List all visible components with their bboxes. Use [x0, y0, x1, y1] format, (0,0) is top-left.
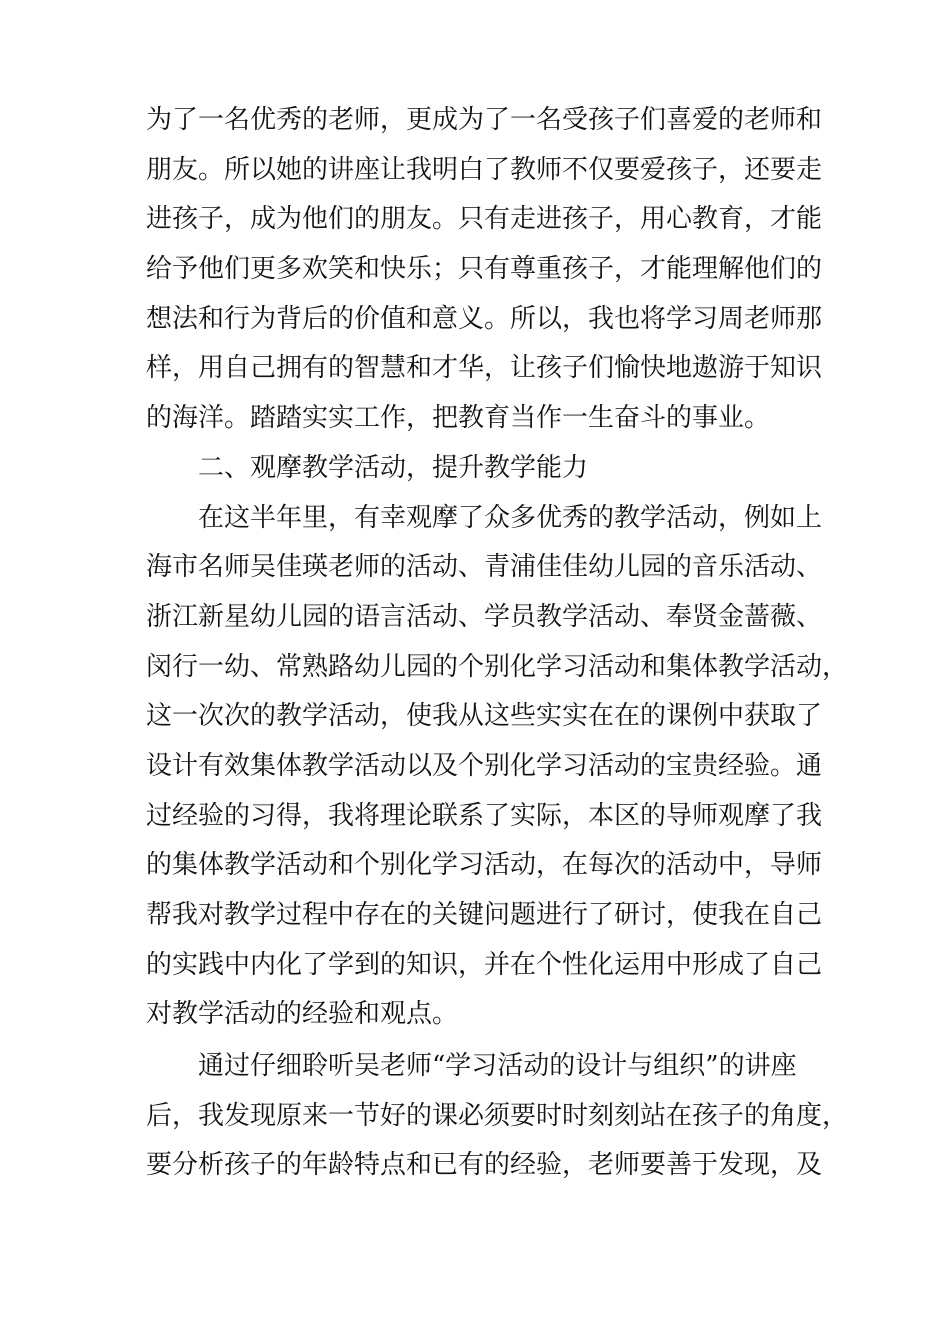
body-text: [146, 96, 849, 1191]
text-line: 要分析孩子的年龄特点和已有的经验，老师要善于发现，及: [146, 1150, 823, 1181]
text-line: 海市名师吴佳瑛老师的活动、青浦佳佳幼儿园的音乐活动、: [146, 552, 823, 583]
text-line: 给予他们更多欢笑和快乐；只有尊重孩子，才能理解他们的: [146, 254, 823, 285]
text-line: 闵行一幼、常熟路幼儿园的个别化学习活动和集体教学活动，: [146, 651, 849, 682]
text-line: 过经验的习得，我将理论联系了实际，本区的导师观摩了我: [146, 800, 823, 831]
text-line: 的实践中内化了学到的知识，并在个性化运用中形成了自己: [146, 949, 823, 980]
text-line: 浙江新星幼儿园的语言活动、学员教学活动、奉贤金蔷薇、: [146, 601, 823, 632]
text-line: 这一次次的教学活动，使我从这些实实在在的课例中获取了: [146, 701, 823, 732]
text-line: 的集体教学活动和个别化学习活动，在每次的活动中，导师: [146, 850, 823, 881]
text-line: 样，用自己拥有的智慧和才华，让孩子们愉快地遨游于知识: [146, 353, 823, 384]
text-line: 的海洋。踏踏实实工作，把教育当作一生奋斗的事业。: [146, 403, 771, 434]
text-line: 为了一名优秀的老师，更成为了一名受孩子们喜爱的老师和: [146, 105, 823, 135]
section-heading: 二、观摩教学活动，提升教学能力: [198, 452, 589, 483]
paragraph-start-line: 通过仔细聆听吴老师“学习活动的设计与组织”的讲座: [198, 1051, 797, 1082]
text-line: 帮我对教学过程中存在的关键问题进行了研讨，使我在自己: [146, 900, 823, 930]
text-line: 朋友。所以她的讲座让我明白了教师不仅要爱孩子，还要走: [146, 154, 823, 185]
text-line: 后，我发现原来一节好的课必须要时时刻刻站在孩子的角度，: [146, 1100, 849, 1131]
paragraph-start-line: 在这半年里，有幸观摩了众多优秀的教学活动，例如上: [198, 502, 823, 533]
text-line: 想法和行为背后的价值和意义。所以，我也将学习周老师那: [146, 303, 823, 334]
text-line: 对教学活动的经验和观点。: [146, 999, 459, 1030]
text-line: 设计有效集体教学活动以及个别化学习活动的宝贵经验。通: [146, 750, 823, 781]
text-line: 进孩子，成为他们的朋友。只有走进孩子，用心教育，才能: [146, 204, 823, 235]
